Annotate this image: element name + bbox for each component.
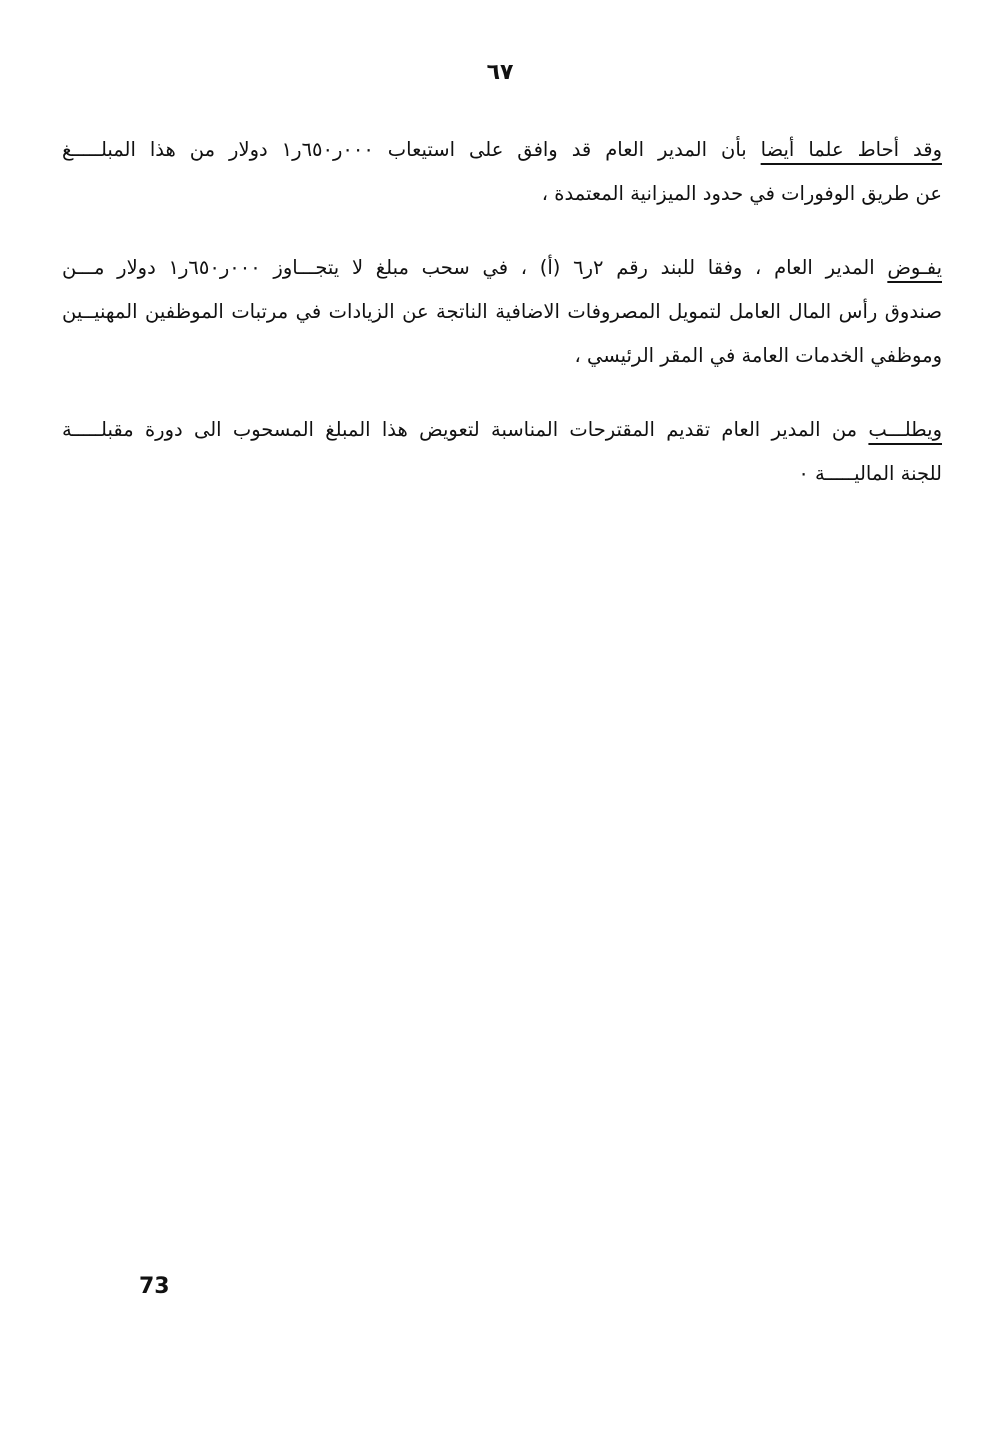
paragraph-lead-word: ويطلـــب	[868, 418, 942, 441]
page-number-top: ٦٧	[486, 60, 514, 85]
paragraph-noted	[62, 128, 942, 216]
paragraph-line-text: من المدير العام تقديم المقترحات المناسبة لتعويض هذا المبلغ المسحوب الى دورة مقبلـــــة	[62, 418, 869, 441]
paragraph-authorizes	[62, 246, 942, 378]
paragraph-line	[62, 246, 942, 290]
paragraph-lead-word: يفـوض	[887, 256, 942, 279]
paragraph-line	[62, 408, 942, 452]
paragraph-line: وموظفي الخدمات العامة في المقر الرئيسي ،	[574, 344, 942, 367]
paragraph-line: صندوق رأس المال العامل لتمويل المصروفات الاضافية الناتجة عن الزيادات في مرتبات الموظفين المهنيــين	[62, 300, 942, 323]
resolution-text	[62, 128, 942, 526]
paragraph-line-text: بأن المدير العام قد وافق على استيعاب ٠٠٠ر٦٥٠ر١ دولار من هذا المبلـــــغ	[62, 138, 761, 161]
paragraph-line	[62, 128, 942, 172]
paragraph-line: عن طريق الوفورات في حدود الميزانية المعتمدة ،	[541, 182, 942, 205]
paragraph-line: للجنة الماليـــــة ٠	[798, 462, 942, 485]
paragraph-line-text: المدير العام ، وفقا للبند رقم ٢ر٦ (أ) ، في سحب مبلغ لا يتجـــاوز ٠٠٠ر٦٥٠ر١ دولار مـــن	[62, 256, 888, 279]
paragraph-lead-word: وقد أحاط علما أيضا	[760, 138, 942, 161]
paragraph-requests	[62, 408, 942, 496]
page-number-bottom: 73	[139, 1274, 170, 1299]
